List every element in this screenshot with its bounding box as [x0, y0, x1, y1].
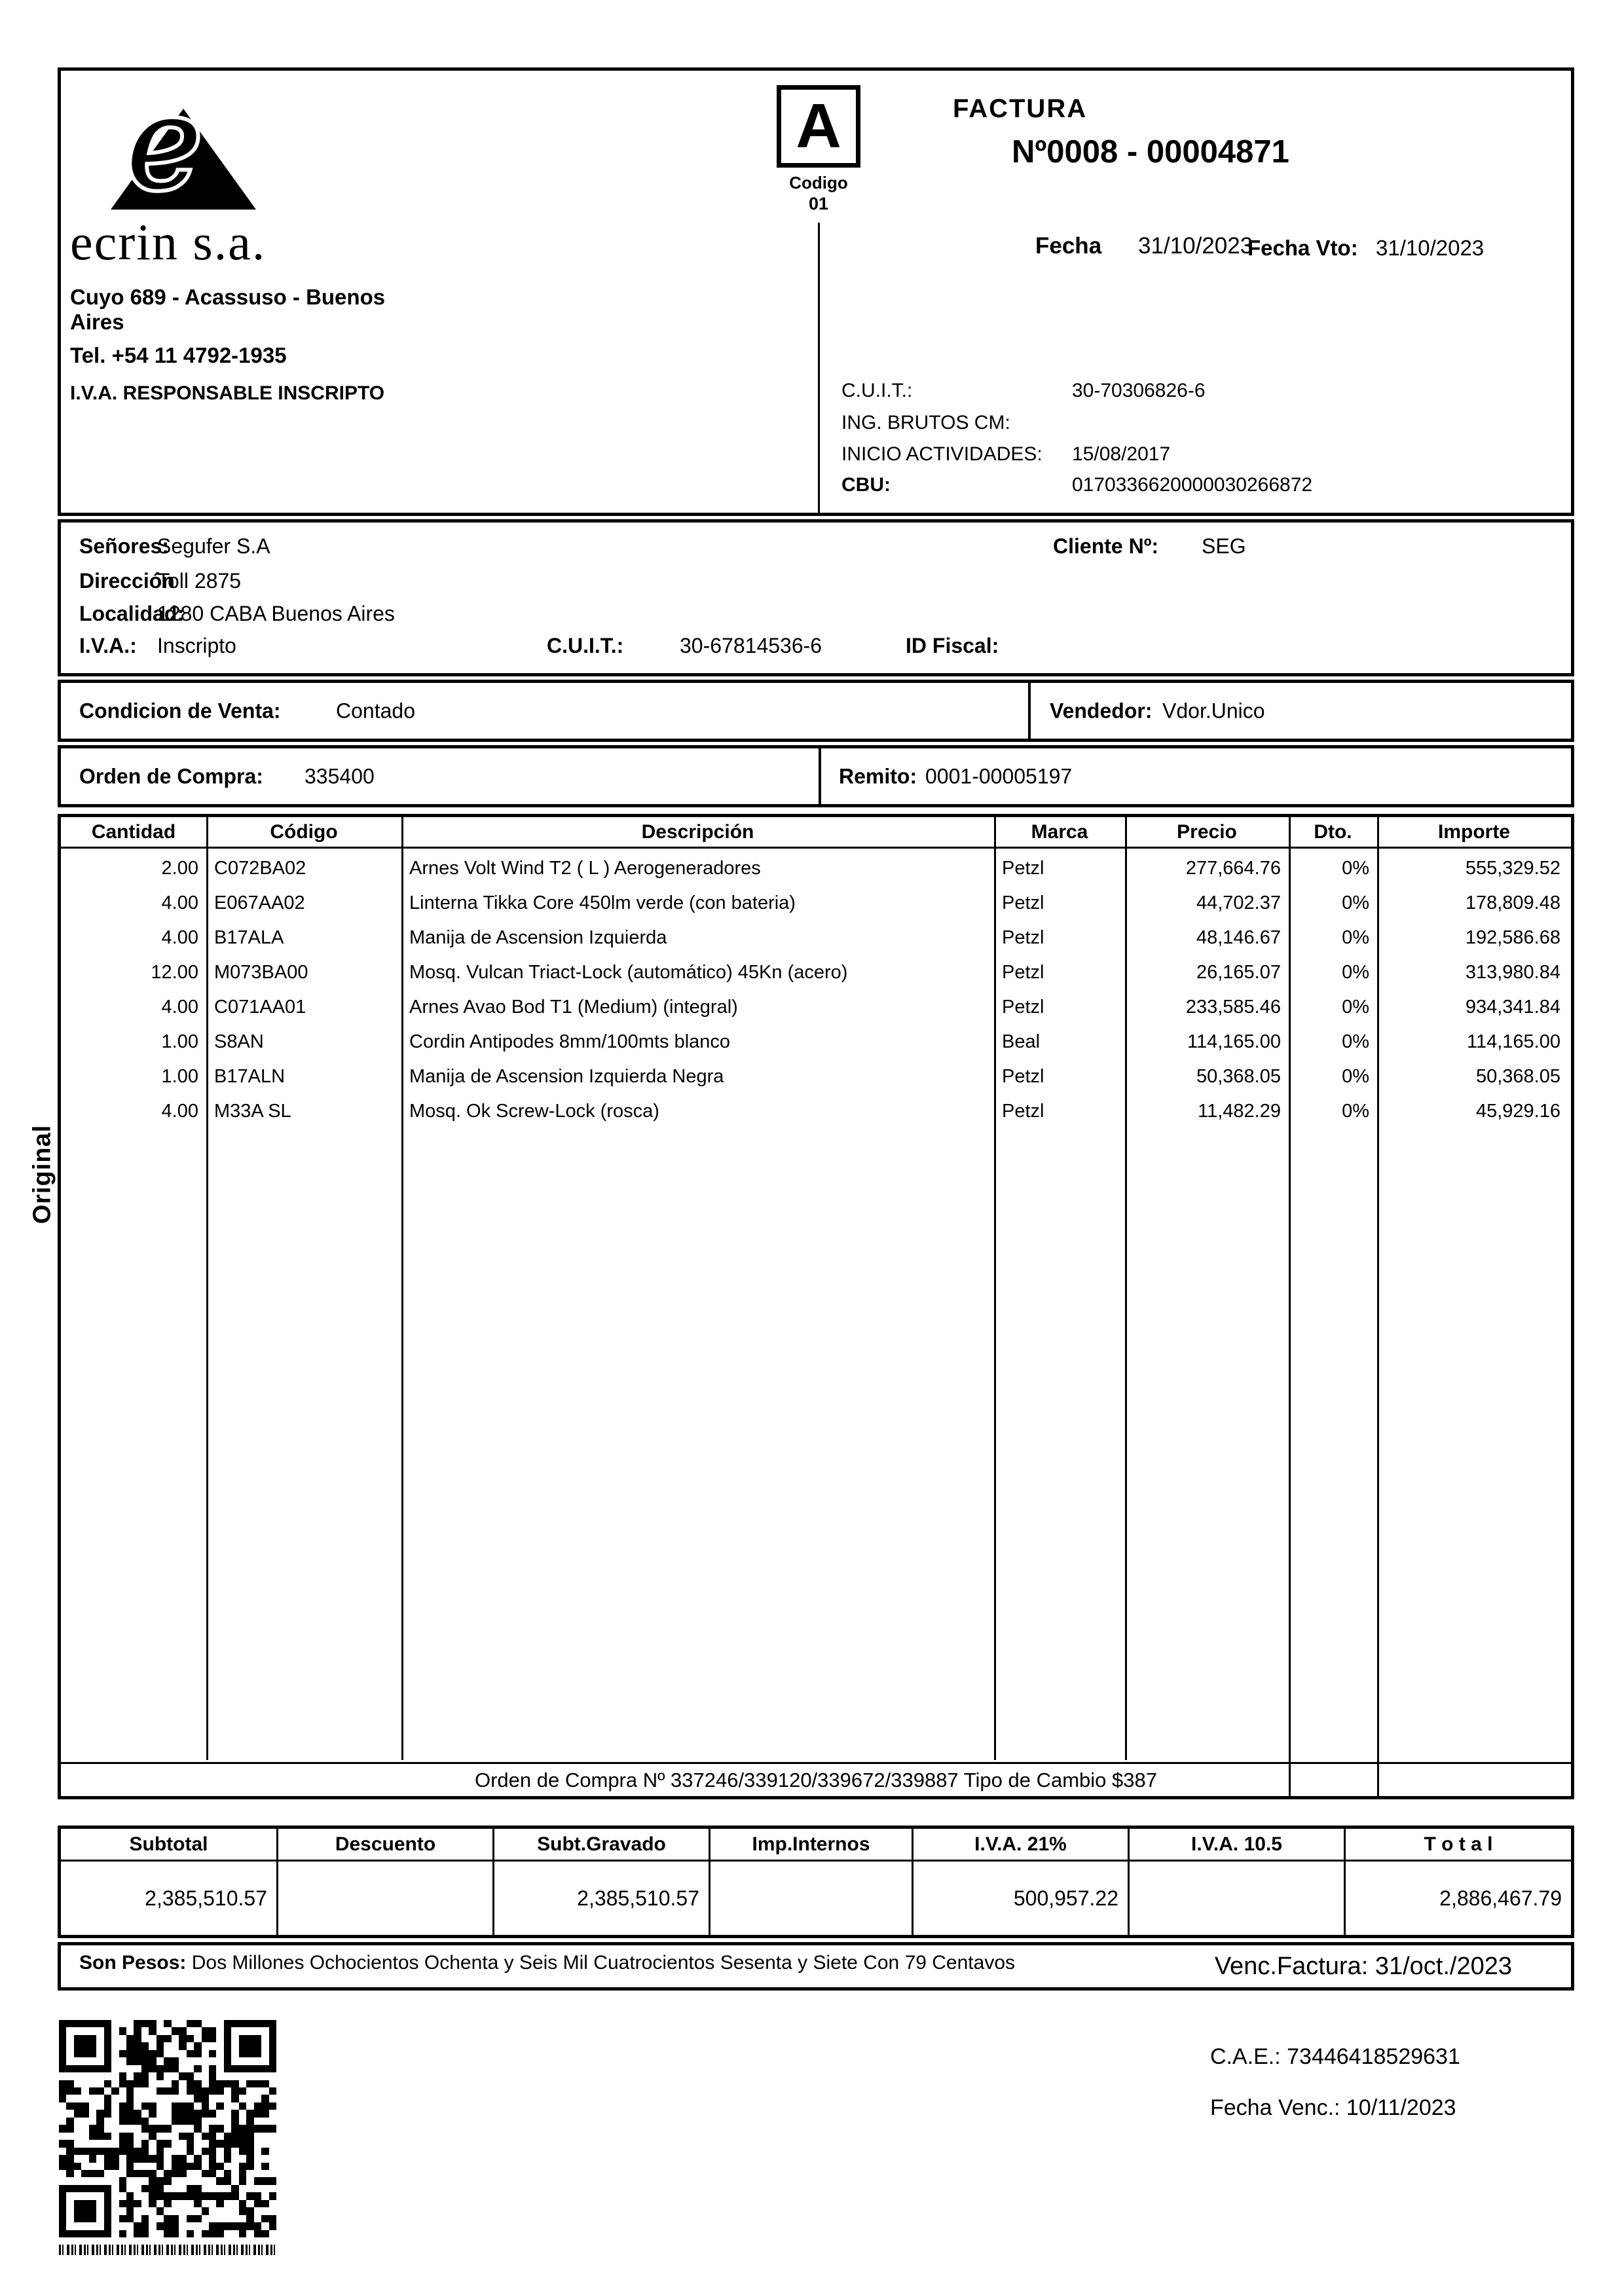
- amount-in-words: [61, 1945, 1030, 1987]
- invoice-number: Nº0008 - 00004871: [1012, 134, 1289, 170]
- table-cell: 50,368.05: [1196, 1066, 1281, 1087]
- table-cell: Petzl: [1002, 892, 1044, 913]
- invoice-type: FACTURA: [953, 94, 1088, 123]
- column-divider: [401, 817, 403, 1760]
- col-header-dto: Dto.: [1314, 820, 1352, 843]
- id-fiscal-label: ID Fiscal:: [906, 634, 999, 657]
- localidad-label: Localidad:: [79, 602, 185, 625]
- table-cell: 0%: [1342, 927, 1369, 948]
- remito-label: Remito:: [839, 764, 917, 788]
- table-cell: Manija de Ascension Izquierda: [409, 927, 667, 948]
- table-cell: C072BA02: [214, 858, 306, 879]
- table-cell: S8AN: [214, 1031, 264, 1052]
- company-cuit-value: 30-70306826-6: [1072, 380, 1206, 401]
- totals-subt-gravado-label: Subt.Gravado: [494, 1829, 710, 1862]
- svg-text:e: e: [126, 84, 202, 211]
- condicion-label: Condicion de Venta:: [79, 699, 281, 722]
- items-table: [58, 814, 1574, 1799]
- totals-total-value: 2,886,467.79: [1439, 1886, 1562, 1910]
- amount-in-words-section: [58, 1942, 1574, 1991]
- table-cell: Arnes Avao Bod T1 (Medium) (integral): [409, 997, 738, 1018]
- cae-number: C.A.E.: 73446418529631: [1210, 2044, 1460, 2069]
- items-header-row: [61, 817, 1571, 849]
- table-cell: E067AA02: [214, 892, 305, 913]
- qr-finder-icon: [224, 2020, 276, 2072]
- table-cell: 4.00: [161, 997, 198, 1018]
- table-cell: Beal: [1002, 1031, 1041, 1052]
- totals-section: [58, 1826, 1574, 1938]
- column-divider: [994, 817, 996, 1760]
- table-cell: 934,341.84: [1465, 997, 1560, 1018]
- table-cell: Petzl: [1002, 1066, 1044, 1087]
- company-ing-brutos-label: ING. BRUTOS CM:: [841, 412, 1010, 433]
- items-note: Orden de Compra Nº 337246/339120/339672/339887 Tipo de Cambio $387: [61, 1762, 1571, 1796]
- vendedor-value: Vdor.Unico: [1162, 699, 1265, 722]
- table-cell: 4.00: [161, 1101, 198, 1122]
- table-cell: Petzl: [1002, 997, 1044, 1018]
- col-header-descripcion: Descripción: [641, 820, 754, 843]
- company-address: Cuyo 689 - Acassuso - Buenos Aires: [70, 285, 386, 334]
- direccion-label: Dirección: [79, 569, 175, 593]
- table-cell: 178,809.48: [1465, 892, 1560, 913]
- totals-descuento-value: [278, 1862, 494, 1935]
- col-header-codigo: Código: [270, 820, 338, 843]
- table-row: [61, 955, 1571, 990]
- company-ing-brutos-row: [841, 412, 1568, 438]
- table-cell: M33A SL: [214, 1101, 291, 1122]
- company-cbu-row: [841, 474, 1568, 500]
- client-cuit-value: 30-67814536-6: [680, 634, 822, 657]
- table-cell: 313,980.84: [1465, 962, 1560, 983]
- table-cell: 0%: [1342, 1101, 1369, 1122]
- table-cell: B17ALA: [214, 927, 284, 948]
- company-cuit-label: C.U.I.T.:: [841, 380, 913, 401]
- table-row: [61, 886, 1571, 921]
- table-cell: 4.00: [161, 892, 198, 913]
- table-cell: M073BA00: [214, 962, 308, 983]
- table-cell: 1.00: [161, 1066, 198, 1087]
- table-cell: 0%: [1342, 997, 1369, 1018]
- table-cell: 4.00: [161, 927, 198, 948]
- client-cuit-label: C.U.I.T.:: [547, 634, 624, 657]
- table-cell: 114,165.00: [1467, 1031, 1560, 1052]
- table-cell: 48,146.67: [1196, 927, 1281, 948]
- table-row: [61, 990, 1571, 1025]
- company-cbu-value: 0170336620000030266872: [1072, 474, 1313, 496]
- table-cell: 0%: [1342, 1031, 1369, 1052]
- fecha-value: 31/10/2023: [1138, 233, 1253, 259]
- table-cell: 50,368.05: [1475, 1066, 1560, 1087]
- totals-iva105-value: [1130, 1862, 1346, 1935]
- company-cbu-label: CBU:: [841, 474, 891, 496]
- company-inicio-value: 15/08/2017: [1072, 443, 1171, 465]
- orden-label: Orden de Compra:: [79, 764, 263, 788]
- cae-due-date: Fecha Venc.: 10/11/2023: [1210, 2095, 1456, 2120]
- orden-compra-section: [58, 745, 1574, 807]
- fecha-label: Fecha: [1035, 233, 1102, 259]
- totals-imp-internos-label: Imp.Internos: [710, 1829, 913, 1862]
- table-cell: 45,929.16: [1475, 1101, 1560, 1122]
- totals-iva105-label: I.V.A. 10.5: [1130, 1829, 1346, 1862]
- table-cell: Petzl: [1002, 927, 1044, 948]
- col-header-cantidad: Cantidad: [91, 820, 176, 843]
- table-cell: Arnes Volt Wind T2 ( L ) Aerogeneradores: [409, 858, 761, 879]
- localidad-value: 1280 CABA Buenos Aires: [157, 602, 395, 625]
- client-iva-value: Inscripto: [157, 634, 236, 657]
- table-cell: 44,702.37: [1196, 892, 1281, 913]
- son-pesos-text: Dos Millones Ochocientos Ochenta y Seis Mil Cuatrocientos Sesenta y Siete Con 79 Centavos: [191, 1952, 1016, 1974]
- totals-subtotal-label: Subtotal: [61, 1829, 278, 1862]
- invoice-letter-box: [777, 85, 860, 168]
- table-cell: Petzl: [1002, 962, 1044, 983]
- column-divider: [206, 817, 208, 1760]
- table-cell: 11,482.29: [1198, 1101, 1281, 1122]
- col-header-importe: Importe: [1437, 820, 1510, 843]
- items-body: [61, 849, 1571, 1762]
- table-cell: 0%: [1342, 1066, 1369, 1087]
- condicion-venta-section: [58, 680, 1574, 742]
- remito-value: 0001-00005197: [925, 764, 1073, 788]
- table-cell: Petzl: [1002, 858, 1044, 879]
- qr-finder-icon: [59, 2185, 111, 2237]
- strip-divider: [819, 748, 821, 804]
- table-cell: 114,165.00: [1187, 1031, 1281, 1052]
- son-pesos-label: Son Pesos:: [79, 1952, 187, 1974]
- company-name: ecrin s.a.: [70, 213, 267, 270]
- table-row: [61, 921, 1571, 955]
- codigo-value: 01: [808, 194, 829, 213]
- table-cell: 1.00: [161, 1031, 198, 1052]
- senores-label: Señores:: [79, 534, 169, 558]
- column-divider: [1289, 817, 1291, 1796]
- company-iva-status: I.V.A. RESPONSABLE INSCRIPTO: [70, 382, 385, 404]
- col-header-marca: Marca: [1031, 820, 1088, 843]
- fecha-vto-value: 31/10/2023: [1376, 236, 1485, 260]
- col-header-precio: Precio: [1177, 820, 1237, 843]
- table-cell: C071AA01: [214, 997, 306, 1018]
- table-row: [61, 851, 1571, 886]
- company-inicio-label: INICIO ACTIVIDADES:: [841, 443, 1043, 465]
- invoice-letter: A: [796, 91, 841, 161]
- company-cuit-row: [841, 380, 1568, 406]
- totals-iva21-value: 500,957.22: [913, 1862, 1130, 1935]
- column-divider: [1125, 817, 1127, 1760]
- qr-finder-icon: [59, 2020, 111, 2072]
- cliente-n-label: Cliente Nº:: [1053, 534, 1159, 558]
- fecha-vto-label: Fecha Vto:: [1247, 236, 1358, 260]
- direccion-value: Toll 2875: [157, 569, 242, 593]
- venc-factura: Venc.Factura: 31/oct./2023: [1214, 1952, 1512, 1980]
- table-cell: 277,664.76: [1185, 858, 1281, 879]
- senores-value: Segufer S.A: [157, 534, 270, 558]
- totals-subtotal-value: 2,385,510.57: [61, 1862, 278, 1935]
- company-inicio-row: [841, 443, 1568, 469]
- condicion-value: Contado: [336, 699, 415, 722]
- table-cell: 233,585.46: [1185, 997, 1281, 1018]
- cliente-n-value: SEG: [1202, 534, 1246, 558]
- client-section: [58, 519, 1574, 676]
- table-cell: Cordin Antipodes 8mm/100mts blanco: [409, 1031, 731, 1052]
- table-cell: 2.00: [161, 858, 198, 879]
- client-iva-label: I.V.A.:: [79, 634, 137, 657]
- totals-subt-gravado-value: 2,385,510.57: [494, 1862, 710, 1935]
- table-cell: Petzl: [1002, 1101, 1044, 1122]
- totals-descuento-label: Descuento: [278, 1829, 494, 1862]
- table-cell: 0%: [1342, 962, 1369, 983]
- invoice-header: [58, 67, 1574, 516]
- invoice-document: [58, 67, 1574, 1991]
- table-cell: Mosq. Vulcan Triact-Lock (automático) 45Kn (acero): [409, 962, 848, 983]
- totals-total-label: T o t a l: [1346, 1829, 1571, 1862]
- original-label: Original: [28, 1124, 56, 1224]
- qr-code: [59, 2020, 276, 2237]
- table-cell: 0%: [1342, 892, 1369, 913]
- table-cell: 192,586.68: [1465, 927, 1560, 948]
- table-cell: 0%: [1342, 858, 1369, 879]
- table-cell: Mosq. Ok Screw-Lock (rosca): [409, 1101, 659, 1122]
- table-row: [61, 1025, 1571, 1059]
- totals-imp-internos-value: [710, 1862, 913, 1935]
- strip-divider: [1028, 683, 1031, 739]
- column-divider: [1377, 817, 1379, 1796]
- table-cell: Manija de Ascension Izquierda Negra: [409, 1066, 724, 1087]
- table-cell: B17ALN: [214, 1066, 286, 1087]
- totals-iva21-label: I.V.A. 21%: [913, 1829, 1130, 1862]
- barcode: [59, 2245, 276, 2255]
- company-phone: Tel. +54 11 4792-1935: [70, 343, 287, 367]
- codigo-label: Codigo: [789, 173, 848, 193]
- table-cell: 26,165.07: [1196, 962, 1281, 983]
- header-divider: [818, 223, 820, 513]
- company-block: [70, 84, 437, 405]
- company-logo-icon: [101, 84, 265, 211]
- vendedor-label: Vendedor:: [1050, 699, 1153, 722]
- table-cell: 555,329.52: [1465, 858, 1560, 879]
- table-cell: 12.00: [151, 962, 198, 983]
- orden-value: 335400: [304, 764, 375, 788]
- table-row: [61, 1094, 1571, 1129]
- table-row: [61, 1059, 1571, 1094]
- table-cell: Linterna Tikka Core 450lm verde (con bateria): [409, 892, 796, 913]
